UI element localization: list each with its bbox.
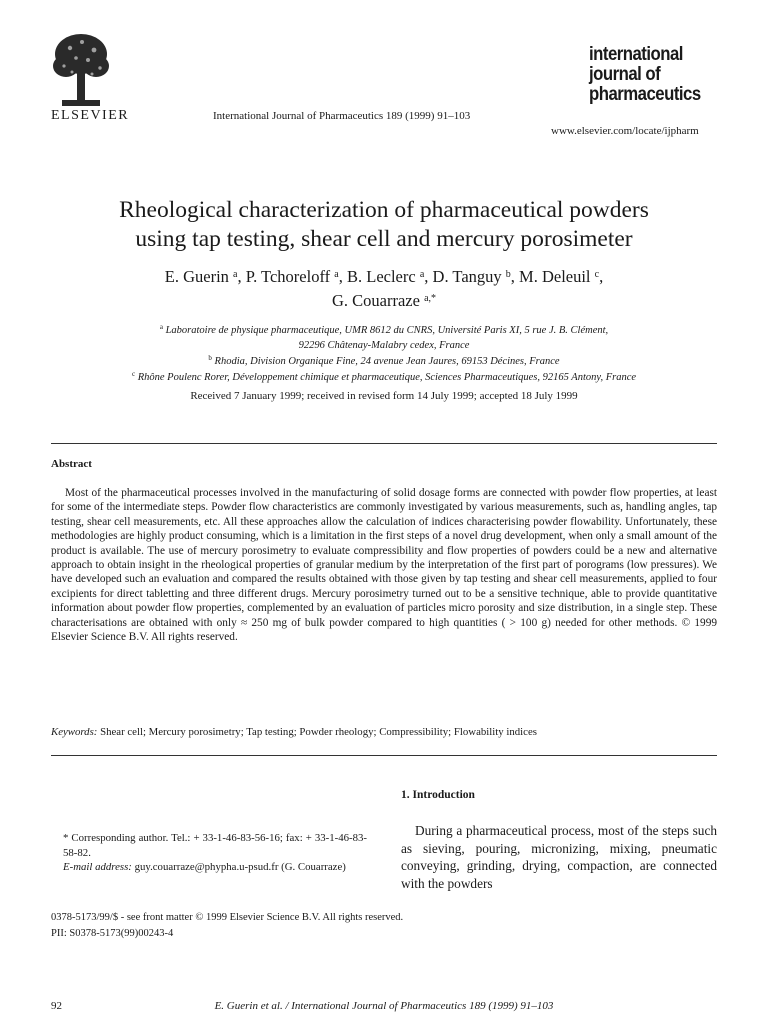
journal-logo-line: journal of [589, 63, 661, 85]
section-heading: 1. Introduction [401, 789, 475, 801]
journal-logo [589, 44, 701, 104]
introduction-text: During a pharmaceutical process, most of the steps such as sieving, pouring, micronizing, mixing, pneumatic conveying, grinding, drying, compaction, are connected with the powders [401, 823, 717, 891]
copyright-line: 0378-5173/99/$ - see front matter © 1999 Elsevier Science B.V. All rights reserved. [51, 912, 404, 923]
divider-bottom [51, 755, 717, 756]
keywords [51, 726, 537, 738]
author-affiliation-mark: b [505, 269, 511, 280]
corresponding-author-footnote [51, 831, 367, 875]
affiliation-text: Rhône Poulenc Rorer, Développement chimique et pharmaceutique, Sciences Pharmaceutiques, 92165 Antony, France [137, 372, 637, 383]
affiliation-a [0, 320, 768, 353]
author-name: P. Tchoreloff [245, 267, 331, 286]
abstract-heading: Abstract [51, 458, 92, 470]
author-affiliation-mark: a [233, 269, 238, 280]
author-name: G. Couarraze [331, 291, 420, 310]
received-dates: Received 7 January 1999; received in revised form 14 July 1999; accepted 18 July 1999 [190, 390, 578, 402]
email-label: E-mail address: [63, 861, 132, 873]
affiliation-mark: b [208, 354, 212, 362]
keywords-label: Keywords: [51, 726, 98, 738]
author-list: E. Guerin $^a$, P. Tchoreloff $^a$, B. Leclerc $^a$, D. Tanguy $^b$, M. Deleuil $^c$, G. Couarraze $^{a,*}$ [164, 267, 604, 310]
page-number: 92 [51, 1000, 62, 1012]
journal-citation: International Journal of Pharmaceutics 189 (1999) 91–103 [213, 110, 471, 122]
title-line: using tap testing, shear cell and mercury porosimeter [135, 226, 633, 252]
affiliation-text: Rhodia, Division Organique Fine, 24 avenue Jean Jaures, 69153 Décines, France [214, 356, 560, 367]
corresponding-author: * Corresponding author. Tel.: + 33-1-46-83-56-16; fax: + 33-1-46-83-58-82. [63, 832, 367, 859]
article-title [0, 196, 768, 254]
author-affiliation-mark: c [594, 269, 600, 280]
journal-logo-line: pharmaceutics [589, 83, 701, 105]
pii-line: PII: S0378-5173(99)00243-4 [51, 928, 174, 939]
abstract-text: Most of the pharmaceutical processes involved in the manufacturing of solid dosage forms are connected with powder flow properties, at least for some of the intermediate steps. Powder flow characteristics are commonly investigated by various measurements, such as, handling angles, tap testing, shear cell measurements, etc. All these approaches allow the calculation of indices characterising powder flowability. Unfortunately, these methodologies are highly product consuming, which is a limitation in the first steps of a novel drug development, when only a small amount of the product is available. The use of mercury porosimetry to evaluate compressibility and flow properties of powders could be a new and alternative approach to obtain insight in the rheological properties of granular medium by the interpretation of the first part of porograms (low pressures). We have developed such an evaluation and compared the results obtained with those given by tap testing and shear cell measurements, applied to four excipients for direct tabletting and three different drugs. Mercury porosimetry turned out to be a sensitive technique, able to provide quantitative information about powder flow properties, complemented by an evaluation of particles micro porosity and size distribution, in a single step. These characterisations are obtained with only ≈ 250 mg of bulk powder compared to high quantities ( > 100 g) needed for other methods. © 1999 Elsevier Science B.V. All rights reserved. [51, 487, 717, 644]
affiliation-mark: a [159, 323, 163, 331]
author-affiliation-mark: a,* [424, 293, 437, 304]
author-name: M. Deleuil [519, 267, 591, 286]
affiliation-mark: c [131, 370, 136, 378]
author-name: B. Leclerc [346, 267, 416, 286]
author-name: E. Guerin [164, 267, 229, 286]
elsevier-tree-logo [52, 30, 110, 108]
journal-logo-line: international [589, 43, 683, 65]
publisher-name: ELSEVIER [51, 108, 130, 123]
email-address[interactable]: guy.couarraze@phypha.u-psud.fr (G. Couarraze) [131, 861, 346, 873]
author-name: D. Tanguy [432, 267, 502, 286]
author-affiliation-mark: a [419, 269, 425, 280]
copyright-block [51, 910, 403, 942]
affiliation-text: 92296 Châtenay-Malabry cedex, France [298, 340, 470, 351]
title-line: Rheological characterization of pharmaceutical powders [119, 197, 649, 223]
divider-top [51, 443, 717, 444]
running-footer: E. Guerin et al. / International Journal of Pharmaceutics 189 (1999) 91–103 [214, 1000, 554, 1012]
affiliation-c [0, 367, 768, 385]
author-affiliation-mark: a [334, 269, 339, 280]
journal-url[interactable]: www.elsevier.com/locate/ijpharm [551, 125, 699, 137]
affiliation-text: Laboratoire de physique pharmaceutique, UMR 8612 du CNRS, Université Paris XI, 5 rue J. B. Clément, [165, 325, 609, 336]
keywords-text: Shear cell; Mercury porosimetry; Tap testing; Powder rheology; Compressibility; Flowability indices [97, 726, 537, 738]
